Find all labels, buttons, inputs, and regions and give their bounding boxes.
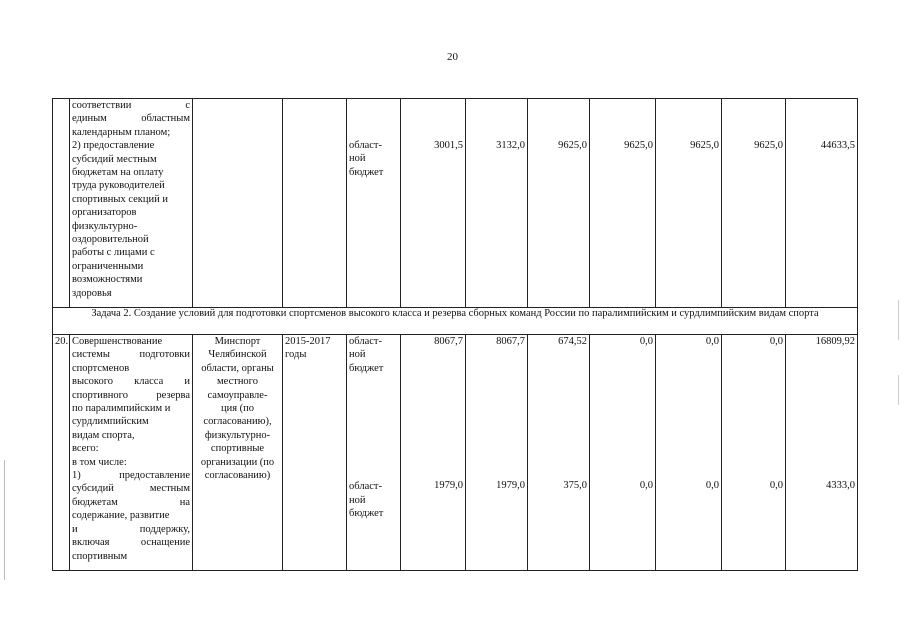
description-line: оздоровительной: [72, 234, 149, 246]
value-cell: [401, 335, 466, 571]
description-line: бюджетам на: [72, 496, 190, 508]
executor-line: самоуправле-: [207, 389, 268, 401]
value-cell: 9625,0: [528, 99, 590, 308]
spacer: [658, 348, 719, 479]
period-cell: [283, 99, 347, 308]
source-line: област-: [349, 140, 382, 151]
description-line: субсидий местным: [72, 153, 157, 165]
row-number-cell: 20.: [53, 335, 70, 571]
description-line: включая оснащение: [72, 537, 190, 549]
source-line: ной: [349, 349, 366, 361]
value: 0,0: [705, 480, 719, 492]
description-cell: [70, 335, 193, 571]
source-line: област-: [349, 481, 382, 493]
source-line: ной: [349, 153, 366, 165]
executor-line: организации (по: [200, 456, 275, 468]
description-line: содержание, развитие: [72, 510, 170, 522]
value: 8067,7: [496, 336, 525, 347]
value: 0,0: [769, 480, 783, 492]
value: 674,52: [558, 336, 587, 347]
description-line: труда руководителей: [72, 180, 165, 192]
executor-line: физкультурно-: [204, 429, 271, 441]
scan-edge-mark: [898, 375, 899, 405]
value: 1979,0: [496, 480, 525, 492]
executor-line: местного: [217, 376, 258, 388]
value-cell: 3001,5: [401, 99, 466, 308]
description-cell: [70, 99, 193, 308]
value-cell: 3132,0: [466, 99, 528, 308]
description-line: по паралимпийским и: [72, 403, 171, 415]
value: 16809,92: [815, 336, 855, 347]
description-line: спортсменов: [72, 362, 130, 374]
executor-line: Челябинской: [208, 349, 267, 361]
scan-edge-mark: [898, 300, 899, 340]
task-header-row: [53, 308, 858, 335]
source-line: бюджет: [349, 508, 384, 520]
value-cell: [590, 335, 656, 571]
source-line: бюджет: [349, 362, 384, 374]
value: 0,0: [769, 336, 783, 347]
value: 375,0: [563, 480, 587, 492]
description-line: бюджетам на оплату: [72, 167, 164, 179]
spacer: [788, 348, 855, 479]
value: 4333,0: [826, 480, 855, 492]
description-line: работы с лицами с: [72, 247, 155, 259]
source-line: бюджет: [349, 166, 384, 178]
description-line: календарным планом;: [72, 126, 171, 138]
table-row: [53, 335, 858, 571]
description-line: здоровья: [72, 287, 112, 299]
description-line: всего:: [72, 443, 99, 455]
description-line: соответствии с: [72, 100, 190, 111]
task-header: Задача 2. Создание условий для подготовки спортсменов высокого класса и резерва сборных команд России по паралимпийским и сурдлимпийским видам спорта: [53, 308, 858, 335]
description-line: Совершенствование: [72, 336, 163, 347]
description-line: возможностями: [72, 274, 143, 286]
spacer: [468, 348, 525, 479]
description-line: 2) предоставление: [72, 140, 155, 152]
description-line: спортивного резерва: [72, 389, 190, 401]
executor-cell: [193, 335, 283, 571]
description-line: единым областным: [72, 113, 190, 125]
spacer: [349, 375, 398, 480]
value: 0,0: [639, 480, 653, 492]
page-number: 20: [447, 51, 458, 63]
value-cell: 9625,0: [590, 99, 656, 308]
executor-cell: [193, 99, 283, 308]
value-cell: [466, 335, 528, 571]
source-line: област-: [349, 336, 382, 347]
source-cell: [347, 335, 401, 571]
description-line: видам спорта,: [72, 429, 135, 441]
executor-line: согласованию),: [203, 416, 272, 428]
row-number-cell: [53, 99, 70, 308]
description-line: физкультурно-: [72, 220, 138, 232]
description-line: системы подготовки: [72, 349, 190, 361]
source-cell: [347, 99, 401, 308]
table-row: [53, 99, 858, 308]
executor-line: ция (по: [220, 403, 255, 415]
description-line: 1) предоставление: [72, 470, 190, 482]
description-line: субсидий местным: [72, 483, 190, 495]
executor-line: Минспорт: [214, 336, 261, 347]
value-cell: [528, 335, 590, 571]
spacer: [724, 348, 783, 479]
value: 1979,0: [434, 480, 463, 492]
spacer: [592, 348, 653, 479]
description-line: сурдлимпийским: [72, 416, 149, 428]
spacer: [530, 348, 587, 479]
description-line: в том числе:: [72, 456, 127, 468]
value-cell: [722, 335, 786, 571]
total-cell: 44633,5: [786, 99, 858, 308]
value-cell: 9625,0: [656, 99, 722, 308]
source-line: ной: [349, 494, 366, 506]
value: 0,0: [705, 336, 719, 347]
value: 0,0: [639, 336, 653, 347]
scan-edge-mark: [4, 460, 5, 580]
value-cell: 9625,0: [722, 99, 786, 308]
value: 8067,7: [434, 336, 463, 347]
executor-line: спортивные: [210, 443, 265, 455]
period-cell: 2015-2017 годы: [283, 335, 347, 571]
value-cell: [656, 335, 722, 571]
description-line: высокого класса и: [72, 376, 190, 388]
total-cell: [786, 335, 858, 571]
executor-line: области, органы: [201, 362, 274, 374]
budget-table: [52, 98, 858, 571]
description-line: организаторов: [72, 207, 137, 219]
description-line: ограниченными: [72, 260, 144, 272]
description-line: и поддержку,: [72, 523, 190, 535]
description-line: спортивных секций и: [72, 193, 169, 205]
executor-line: согласованию): [204, 470, 271, 482]
spacer: [403, 348, 463, 479]
description-line: спортивным: [72, 550, 128, 562]
